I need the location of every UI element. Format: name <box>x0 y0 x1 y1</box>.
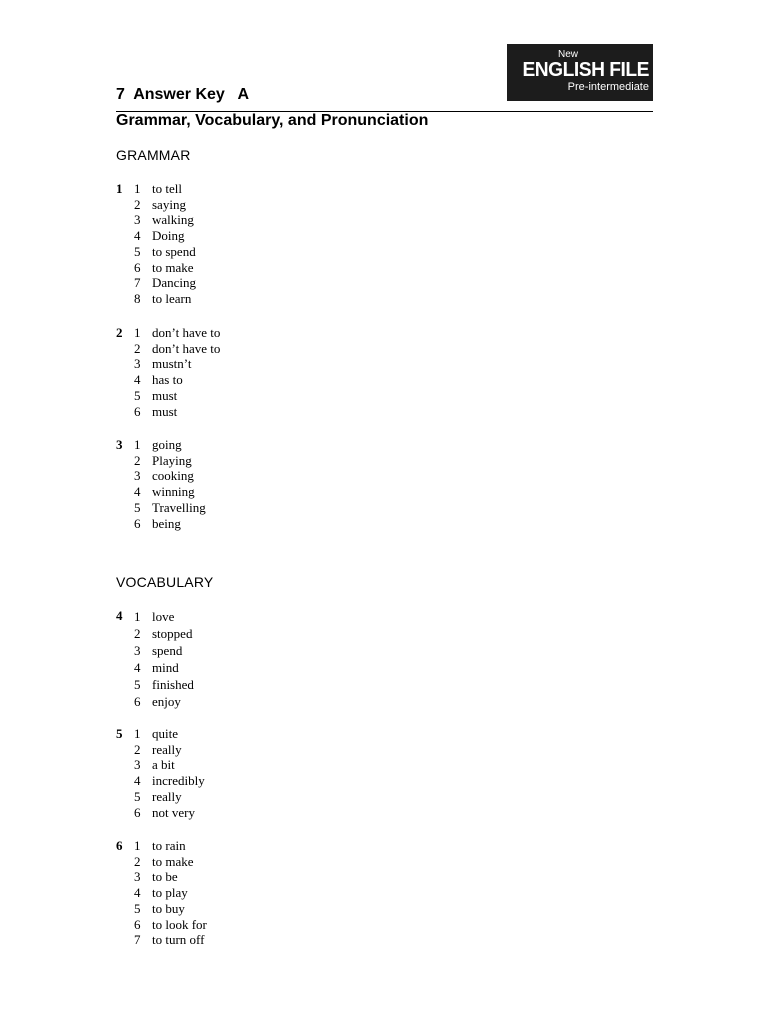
answer-number: 4 <box>134 660 141 675</box>
answer-number: 4 <box>134 885 141 901</box>
answer-number: 2 <box>134 340 141 356</box>
answer-list <box>134 181 196 307</box>
answer-text: Doing <box>152 228 185 244</box>
answer-text: cooking <box>152 468 194 484</box>
answer-item <box>134 917 207 933</box>
answer-list <box>134 437 206 531</box>
answer-item <box>134 244 196 260</box>
answer-text: love <box>152 609 175 624</box>
answer-number: 5 <box>134 788 141 804</box>
answer-item <box>134 197 196 213</box>
answer-item <box>134 869 207 885</box>
answer-item <box>134 805 205 821</box>
answer-item <box>134 901 207 917</box>
answer-item <box>134 388 220 404</box>
answer-item <box>134 642 194 659</box>
exercise-number: 1 <box>116 181 123 196</box>
logo-line-title: ENGLISH FILE <box>522 59 649 81</box>
answer-item <box>134 693 194 710</box>
answer-number: 1 <box>134 437 141 452</box>
answer-text: to turn off <box>152 932 205 948</box>
answer-text: a bit <box>152 757 175 773</box>
answer-text: walking <box>152 212 194 228</box>
answer-number: 6 <box>134 259 141 275</box>
answer-list <box>134 608 194 710</box>
answer-text: being <box>152 515 181 531</box>
answer-number: 4 <box>134 228 141 244</box>
answer-number: 6 <box>134 916 141 932</box>
answer-text: not very <box>152 804 195 820</box>
answer-text: incredibly <box>152 773 205 789</box>
answer-number: 3 <box>134 643 141 658</box>
answer-text: saying <box>152 196 186 212</box>
answer-text: to make <box>152 853 194 869</box>
answer-item <box>134 468 206 484</box>
answer-item <box>134 676 194 693</box>
answer-item <box>134 181 196 197</box>
exercise-number: 3 <box>116 437 123 452</box>
english-file-logo <box>507 44 653 101</box>
answer-number: 2 <box>134 452 141 468</box>
answer-text: to look for <box>152 916 207 932</box>
answer-text: mustn’t <box>152 356 192 372</box>
answer-number: 3 <box>134 468 141 484</box>
answer-item <box>134 608 194 625</box>
answer-list <box>134 726 205 820</box>
answer-item <box>134 212 196 228</box>
answer-item <box>134 500 206 516</box>
answer-item <box>134 484 206 500</box>
answer-item <box>134 757 205 773</box>
answer-text: winning <box>152 484 195 500</box>
answer-number: 6 <box>134 694 141 709</box>
answer-number: 3 <box>134 212 141 228</box>
answer-list <box>134 838 207 948</box>
answer-number: 1 <box>134 609 141 624</box>
answer-item <box>134 341 220 357</box>
answer-item <box>134 516 206 532</box>
answer-number: 6 <box>134 403 141 419</box>
answer-number: 2 <box>134 853 141 869</box>
answer-text: to play <box>152 885 188 901</box>
answer-number: 2 <box>134 196 141 212</box>
exercise-number: 2 <box>116 325 123 340</box>
answer-item <box>134 742 205 758</box>
answer-item <box>134 932 207 948</box>
answer-number: 5 <box>134 387 141 403</box>
answer-item <box>134 789 205 805</box>
answer-text: really <box>152 788 182 804</box>
answer-item <box>134 854 207 870</box>
answer-item <box>134 372 220 388</box>
answer-number: 5 <box>134 243 141 259</box>
answer-item <box>134 625 194 642</box>
answer-text: has to <box>152 372 183 388</box>
answer-item <box>134 659 194 676</box>
answer-item <box>134 726 205 742</box>
answer-text: Travelling <box>152 499 206 515</box>
answer-text: enjoy <box>152 694 181 709</box>
answer-number: 5 <box>134 900 141 916</box>
answer-text: to be <box>152 869 178 885</box>
answer-item <box>134 275 196 291</box>
exercise-number: 6 <box>116 838 123 853</box>
answer-number: 8 <box>134 290 141 306</box>
answer-number: 1 <box>134 325 141 340</box>
answer-number: 5 <box>134 499 141 515</box>
answer-number: 4 <box>134 484 141 500</box>
answer-text: don’t have to <box>152 340 221 356</box>
answer-text: to learn <box>152 290 192 306</box>
answer-number: 3 <box>134 869 141 885</box>
answer-text: must <box>152 403 178 419</box>
answer-text: to buy <box>152 900 185 916</box>
answer-number: 7 <box>134 932 141 948</box>
answer-text: mind <box>152 660 179 675</box>
answer-text: must <box>152 387 178 403</box>
answer-number: 7 <box>134 275 141 291</box>
answer-number: 1 <box>134 726 141 741</box>
answer-item <box>134 885 207 901</box>
logo-line-level: Pre-intermediate <box>567 81 649 93</box>
answer-number: 1 <box>134 838 141 853</box>
answer-item <box>134 404 220 420</box>
answer-number: 4 <box>134 372 141 388</box>
section-heading-grammar: GRAMMAR <box>116 147 191 163</box>
answer-item <box>134 437 206 453</box>
section-heading-vocabulary: VOCABULARY <box>116 574 214 590</box>
answer-text: quite <box>152 726 178 741</box>
answer-number: 3 <box>134 757 141 773</box>
answer-item <box>134 260 196 276</box>
answer-item <box>134 325 220 341</box>
answer-text: stopped <box>152 626 193 641</box>
answer-text: Dancing <box>152 275 197 291</box>
answer-number: 2 <box>134 741 141 757</box>
answer-number: 1 <box>134 181 141 196</box>
answer-item <box>134 773 205 789</box>
answer-text: spend <box>152 643 183 658</box>
exercise-number: 5 <box>116 726 123 741</box>
answer-number: 6 <box>134 515 141 531</box>
answer-text: don’t have to <box>152 325 221 340</box>
answer-text: Playing <box>152 452 192 468</box>
answer-list <box>134 325 220 419</box>
exercise-number: 4 <box>116 608 123 623</box>
answer-text: going <box>152 437 182 452</box>
answer-item <box>134 453 206 469</box>
answer-item <box>134 356 220 372</box>
answer-text: to make <box>152 259 194 275</box>
logo-line-new: New <box>557 49 578 60</box>
answer-number: 5 <box>134 677 141 692</box>
answer-number: 6 <box>134 804 141 820</box>
answer-text: to spend <box>152 243 196 259</box>
answer-text: finished <box>152 677 194 692</box>
answer-number: 2 <box>134 626 141 641</box>
answer-number: 4 <box>134 773 141 789</box>
answer-text: to tell <box>152 181 182 196</box>
answer-item <box>134 291 196 307</box>
answer-text: really <box>152 741 182 757</box>
page-title: 7 Answer Key A <box>116 86 250 103</box>
answer-item <box>134 228 196 244</box>
answer-number: 3 <box>134 356 141 372</box>
answer-item <box>134 838 207 854</box>
page-subtitle: Grammar, Vocabulary, and Pronunciation <box>116 112 429 129</box>
answer-text: to rain <box>152 838 186 853</box>
